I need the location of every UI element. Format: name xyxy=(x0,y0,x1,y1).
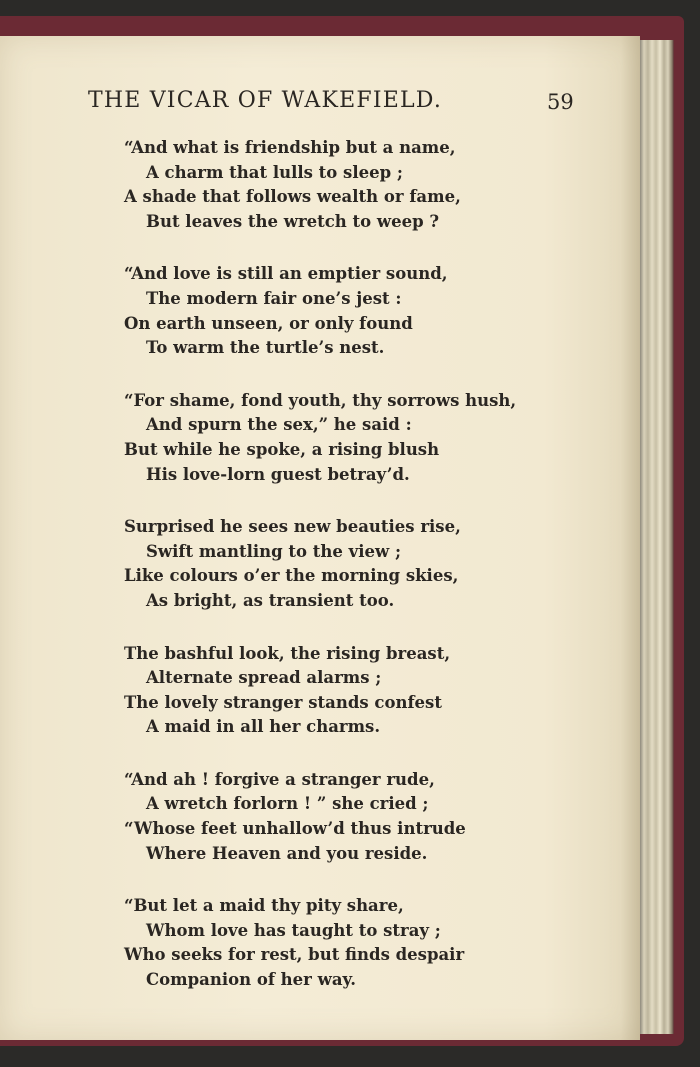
poem-line: His love-lorn guest betray’d. xyxy=(146,464,410,484)
poem-line: On earth unseen, or only found xyxy=(124,313,413,333)
stanza xyxy=(124,768,604,866)
stanza xyxy=(124,515,604,613)
stanza xyxy=(124,642,604,740)
poem-text xyxy=(124,136,604,1021)
poem-line: Swift mantling to the view ; xyxy=(146,541,402,561)
poem-line: Like colours o’er the morning skies, xyxy=(124,566,459,586)
poem-line: “For shame, fond youth, thy sorrows hush, xyxy=(124,390,517,410)
poem-line: But leaves the wretch to weep ? xyxy=(146,211,440,231)
poem-line: To warm the turtle’s nest. xyxy=(146,338,385,358)
poem-line: And spurn the sex,” he said : xyxy=(146,415,412,435)
poem-line: A wretch forlorn ! ” she cried ; xyxy=(146,794,429,814)
poem-line: A shade that follows wealth or fame, xyxy=(124,187,461,207)
poem-line: “And love is still an emptier sound, xyxy=(124,264,448,284)
running-title: THE VICAR OF WAKEFIELD. xyxy=(88,88,443,113)
poem-line: The bashful look, the rising breast, xyxy=(124,643,451,663)
poem-line: The modern fair one’s jest : xyxy=(146,288,402,308)
poem-line: Who seeks for rest, but finds despair xyxy=(124,945,465,965)
poem-line: “And ah ! forgive a stranger rude, xyxy=(124,769,435,789)
poem-line: Where Heaven and you reside. xyxy=(146,843,428,863)
poem-line: Surprised he sees new beauties rise, xyxy=(124,517,461,537)
stanza xyxy=(124,389,604,487)
poem-line: As bright, as transient too. xyxy=(146,590,395,610)
poem-line: But while he spoke, a rising blush xyxy=(124,439,440,459)
stanza xyxy=(124,262,604,360)
poem-line: “And what is friendship but a name, xyxy=(124,138,456,157)
poem-line: “Whose feet unhallow’d thus intrude xyxy=(124,819,466,839)
poem-line: “But let a maid thy pity share, xyxy=(124,896,404,916)
poem-line: The lovely stranger stands confest xyxy=(124,692,442,712)
stanza xyxy=(124,894,604,992)
page-number: 59 xyxy=(547,90,574,114)
stanza xyxy=(124,136,604,234)
poem-line: A maid in all her charms. xyxy=(146,717,381,737)
poem-line: Companion of her way. xyxy=(146,970,356,990)
poem-line: Whom love has taught to stray ; xyxy=(146,920,441,940)
poem-line: Alternate spread alarms ; xyxy=(146,668,382,688)
poem-line: A charm that lulls to sleep ; xyxy=(146,162,403,182)
